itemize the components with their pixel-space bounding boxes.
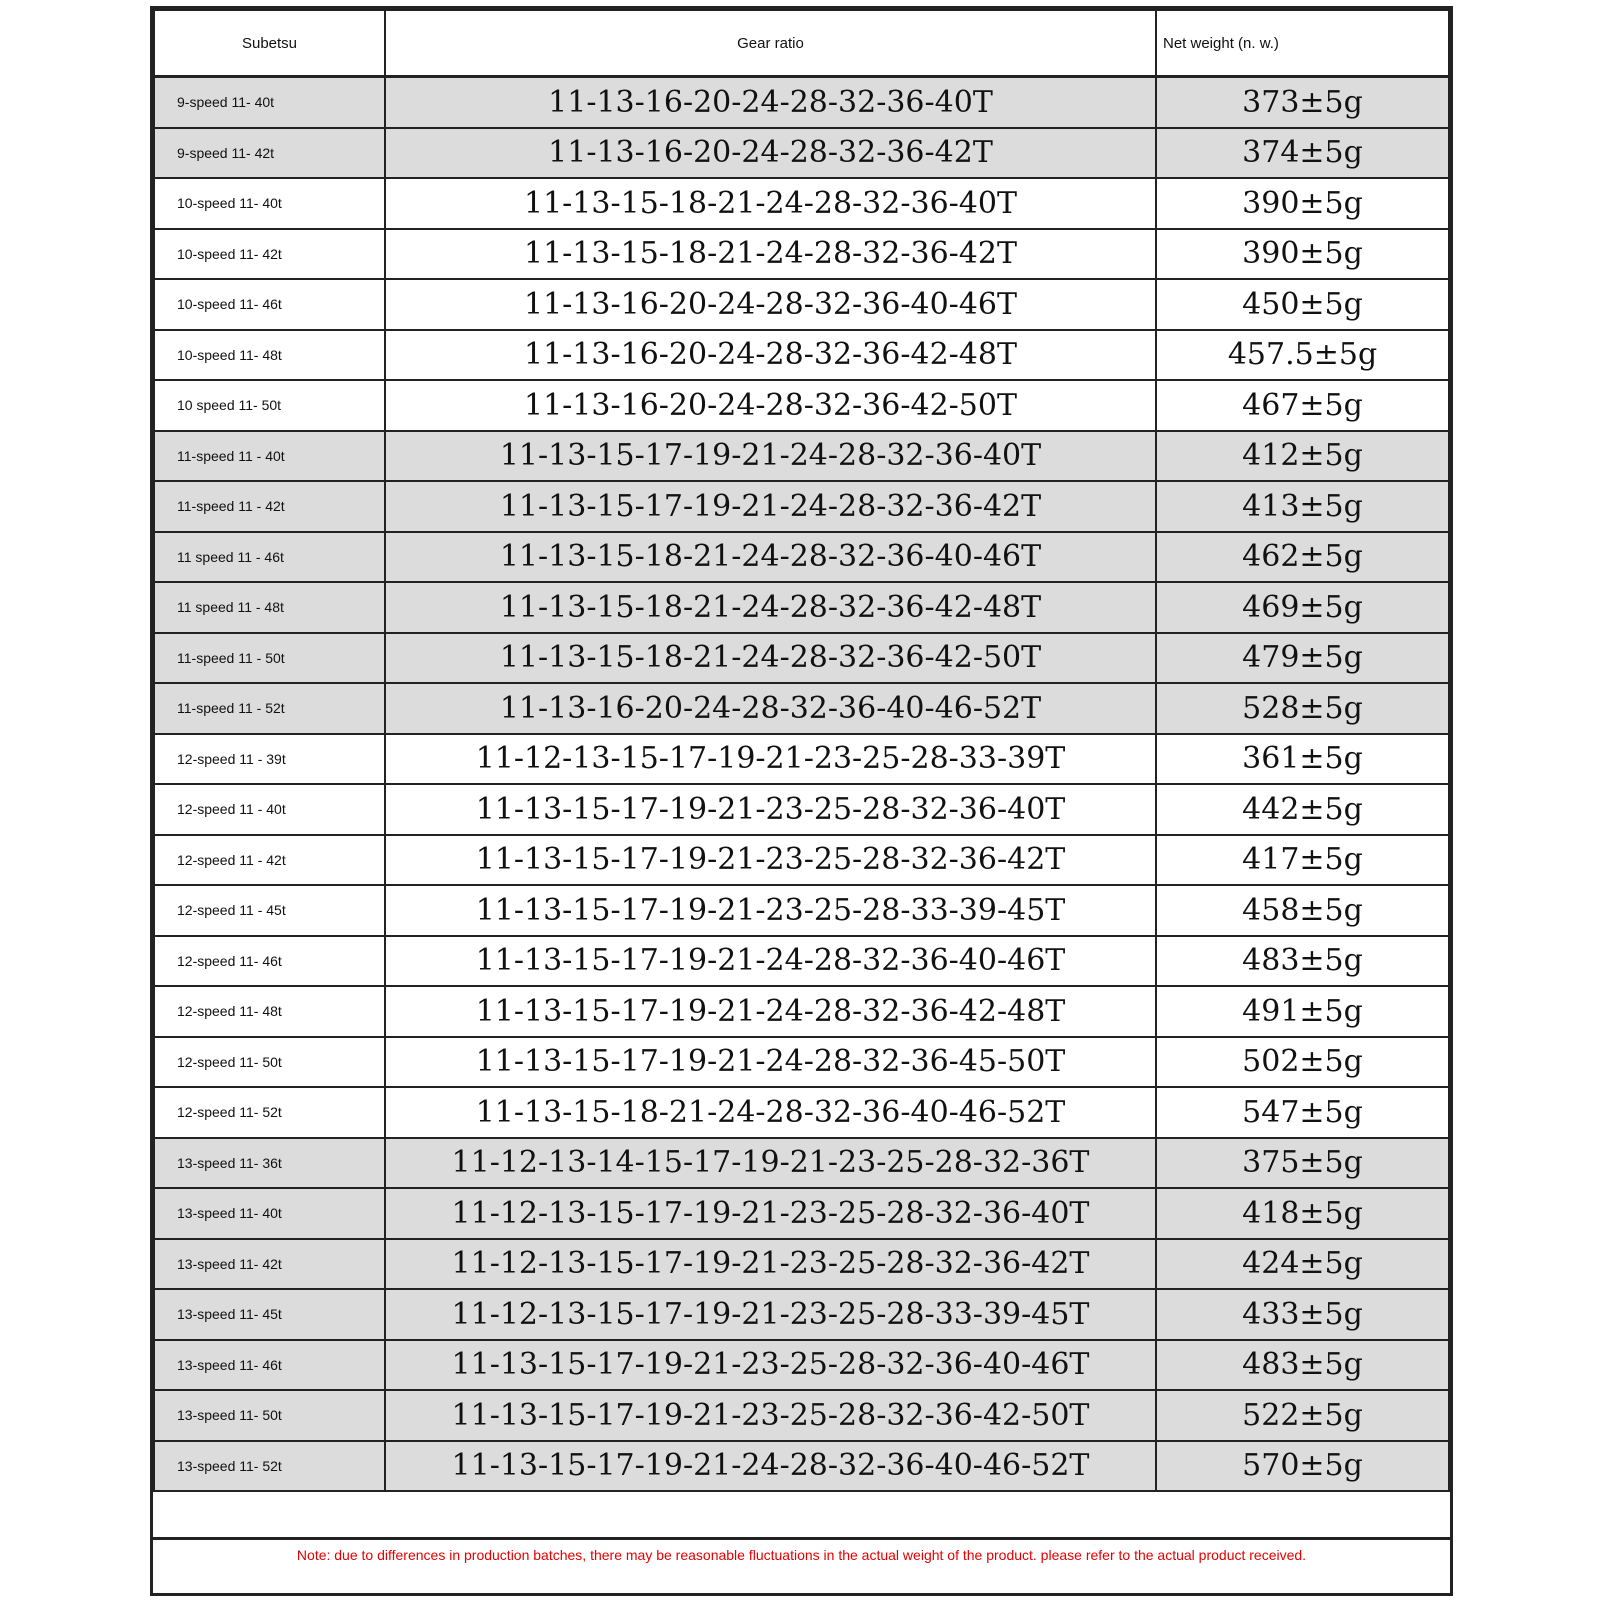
net-weight-cell: 373±5g (1156, 77, 1449, 128)
gear-ratio-cell: 11-13-15-17-19-21-23-25-28-32-36-40-46T (385, 1340, 1156, 1391)
gear-spec-table (153, 9, 1450, 1492)
net-weight-cell: 390±5g (1156, 229, 1449, 280)
table-row (154, 1289, 1449, 1340)
cassette-name-cell: 13-speed 11- 45t (154, 1289, 385, 1340)
gear-ratio-cell: 11-13-15-17-19-21-23-25-28-33-39-45T (385, 885, 1156, 936)
table-body (154, 77, 1449, 1492)
cassette-name-cell: 12-speed 11 - 42t (154, 835, 385, 886)
table-row (154, 986, 1449, 1037)
cassette-name-cell: 13-speed 11- 42t (154, 1239, 385, 1290)
gear-ratio-cell: 11-13-16-20-24-28-32-36-42-50T (385, 380, 1156, 431)
cassette-name-cell: 11-speed 11 - 42t (154, 481, 385, 532)
gear-ratio-cell: 11-12-13-15-17-19-21-23-25-28-33-39-45T (385, 1289, 1156, 1340)
table-row (154, 885, 1449, 936)
table-row (154, 936, 1449, 987)
net-weight-cell: 450±5g (1156, 279, 1449, 330)
gear-ratio-cell: 11-13-15-18-21-24-28-32-36-40T (385, 178, 1156, 229)
net-weight-cell: 483±5g (1156, 936, 1449, 987)
cassette-name-cell: 13-speed 11- 40t (154, 1188, 385, 1239)
table-row (154, 481, 1449, 532)
header-net-weight: Net weight (n. w.) (1156, 10, 1449, 77)
table-row (154, 178, 1449, 229)
table-row (154, 734, 1449, 785)
gear-ratio-cell: 11-13-15-17-19-21-24-28-32-36-42-48T (385, 986, 1156, 1037)
cassette-name-cell: 11 speed 11 - 48t (154, 582, 385, 633)
net-weight-cell: 375±5g (1156, 1138, 1449, 1189)
cassette-name-cell: 12-speed 11- 46t (154, 936, 385, 987)
table-row (154, 1239, 1449, 1290)
gear-ratio-cell: 11-13-15-18-21-24-28-32-36-42-50T (385, 633, 1156, 684)
gear-ratio-cell: 11-13-16-20-24-28-32-36-40-46T (385, 279, 1156, 330)
net-weight-cell: 467±5g (1156, 380, 1449, 431)
table-row (154, 784, 1449, 835)
gear-ratio-cell: 11-13-15-18-21-24-28-32-36-42T (385, 229, 1156, 280)
gear-ratio-cell: 11-13-15-17-19-21-24-28-32-36-45-50T (385, 1037, 1156, 1088)
cassette-name-cell: 12-speed 11 - 39t (154, 734, 385, 785)
gear-ratio-cell: 11-13-16-20-24-28-32-36-40-46-52T (385, 683, 1156, 734)
gear-ratio-cell: 11-13-15-17-19-21-24-28-32-36-42T (385, 481, 1156, 532)
net-weight-cell: 412±5g (1156, 431, 1449, 482)
gear-ratio-cell: 11-13-15-17-19-21-23-25-28-32-36-40T (385, 784, 1156, 835)
gear-ratio-cell: 11-12-13-15-17-19-21-23-25-28-33-39T (385, 734, 1156, 785)
net-weight-cell: 424±5g (1156, 1239, 1449, 1290)
table-row (154, 1138, 1449, 1189)
cassette-name-cell: 9-speed 11- 40t (154, 77, 385, 128)
cassette-name-cell: 10 speed 11- 50t (154, 380, 385, 431)
gear-ratio-cell: 11-13-15-17-19-21-24-28-32-36-40-46T (385, 936, 1156, 987)
header-subetsu: Subetsu (154, 10, 385, 77)
net-weight-cell: 413±5g (1156, 481, 1449, 532)
net-weight-cell: 570±5g (1156, 1441, 1449, 1492)
cassette-name-cell: 11 speed 11 - 46t (154, 532, 385, 583)
table-row (154, 380, 1449, 431)
cassette-name-cell: 12-speed 11- 50t (154, 1037, 385, 1088)
table-row (154, 431, 1449, 482)
net-weight-cell: 361±5g (1156, 734, 1449, 785)
gear-ratio-cell: 11-13-16-20-24-28-32-36-42T (385, 128, 1156, 179)
gear-ratio-cell: 11-13-15-18-21-24-28-32-36-40-46-52T (385, 1087, 1156, 1138)
gear-ratio-cell: 11-12-13-14-15-17-19-21-23-25-28-32-36T (385, 1138, 1156, 1189)
table-header (154, 10, 1449, 77)
cassette-name-cell: 10-speed 11- 40t (154, 178, 385, 229)
gear-ratio-cell: 11-13-15-18-21-24-28-32-36-40-46T (385, 532, 1156, 583)
gear-ratio-cell: 11-13-15-17-19-21-23-25-28-32-36-42T (385, 835, 1156, 886)
table-row (154, 532, 1449, 583)
weight-fluctuation-note: Note: due to differences in production batches, there may be reasonable fluctuations in the actual weight of the product. please refer to the actual product received. (153, 1537, 1450, 1593)
net-weight-cell: 457.5±5g (1156, 330, 1449, 381)
net-weight-cell: 469±5g (1156, 582, 1449, 633)
header-gear-ratio: Gear ratio (385, 10, 1156, 77)
table-row (154, 77, 1449, 128)
net-weight-cell: 528±5g (1156, 683, 1449, 734)
net-weight-cell: 547±5g (1156, 1087, 1449, 1138)
table-row (154, 1037, 1449, 1088)
gear-ratio-cell: 11-13-16-20-24-28-32-36-42-48T (385, 330, 1156, 381)
net-weight-cell: 442±5g (1156, 784, 1449, 835)
table-row (154, 582, 1449, 633)
cassette-name-cell: 11-speed 11 - 52t (154, 683, 385, 734)
table-row (154, 835, 1449, 886)
gear-ratio-cell: 11-13-15-17-19-21-24-28-32-36-40-46-52T (385, 1441, 1156, 1492)
table-row (154, 1188, 1449, 1239)
gear-ratio-cell: 11-13-16-20-24-28-32-36-40T (385, 77, 1156, 128)
cassette-name-cell: 13-speed 11- 50t (154, 1390, 385, 1441)
table-row (154, 683, 1449, 734)
cassette-name-cell: 12-speed 11- 52t (154, 1087, 385, 1138)
net-weight-cell: 491±5g (1156, 986, 1449, 1037)
net-weight-cell: 462±5g (1156, 532, 1449, 583)
cassette-name-cell: 9-speed 11- 42t (154, 128, 385, 179)
cassette-name-cell: 12-speed 11 - 40t (154, 784, 385, 835)
cassette-name-cell: 13-speed 11- 52t (154, 1441, 385, 1492)
net-weight-cell: 374±5g (1156, 128, 1449, 179)
cassette-name-cell: 10-speed 11- 42t (154, 229, 385, 280)
table-row (154, 128, 1449, 179)
table-row (154, 1441, 1449, 1492)
net-weight-cell: 522±5g (1156, 1390, 1449, 1441)
gear-ratio-cell: 11-13-15-18-21-24-28-32-36-42-48T (385, 582, 1156, 633)
net-weight-cell: 479±5g (1156, 633, 1449, 684)
table-row (154, 633, 1449, 684)
gear-ratio-cell: 11-12-13-15-17-19-21-23-25-28-32-36-42T (385, 1239, 1156, 1290)
net-weight-cell: 458±5g (1156, 885, 1449, 936)
cassette-name-cell: 11-speed 11 - 50t (154, 633, 385, 684)
gear-ratio-cell: 11-13-15-17-19-21-23-25-28-32-36-42-50T (385, 1390, 1156, 1441)
table-row (154, 1390, 1449, 1441)
spec-sheet (150, 6, 1453, 1596)
net-weight-cell: 418±5g (1156, 1188, 1449, 1239)
cassette-name-cell: 12-speed 11- 48t (154, 986, 385, 1037)
table-row (154, 279, 1449, 330)
cassette-name-cell: 10-speed 11- 48t (154, 330, 385, 381)
cassette-name-cell: 10-speed 11- 46t (154, 279, 385, 330)
cassette-name-cell: 12-speed 11 - 45t (154, 885, 385, 936)
net-weight-cell: 502±5g (1156, 1037, 1449, 1088)
cassette-name-cell: 13-speed 11- 46t (154, 1340, 385, 1391)
header-row (154, 10, 1449, 77)
table-row (154, 229, 1449, 280)
table-row (154, 330, 1449, 381)
net-weight-cell: 390±5g (1156, 178, 1449, 229)
gear-ratio-cell: 11-13-15-17-19-21-24-28-32-36-40T (385, 431, 1156, 482)
table-row (154, 1340, 1449, 1391)
net-weight-cell: 433±5g (1156, 1289, 1449, 1340)
cassette-name-cell: 11-speed 11 - 40t (154, 431, 385, 482)
table-row (154, 1087, 1449, 1138)
net-weight-cell: 483±5g (1156, 1340, 1449, 1391)
net-weight-cell: 417±5g (1156, 835, 1449, 886)
gear-ratio-cell: 11-12-13-15-17-19-21-23-25-28-32-36-40T (385, 1188, 1156, 1239)
cassette-name-cell: 13-speed 11- 36t (154, 1138, 385, 1189)
